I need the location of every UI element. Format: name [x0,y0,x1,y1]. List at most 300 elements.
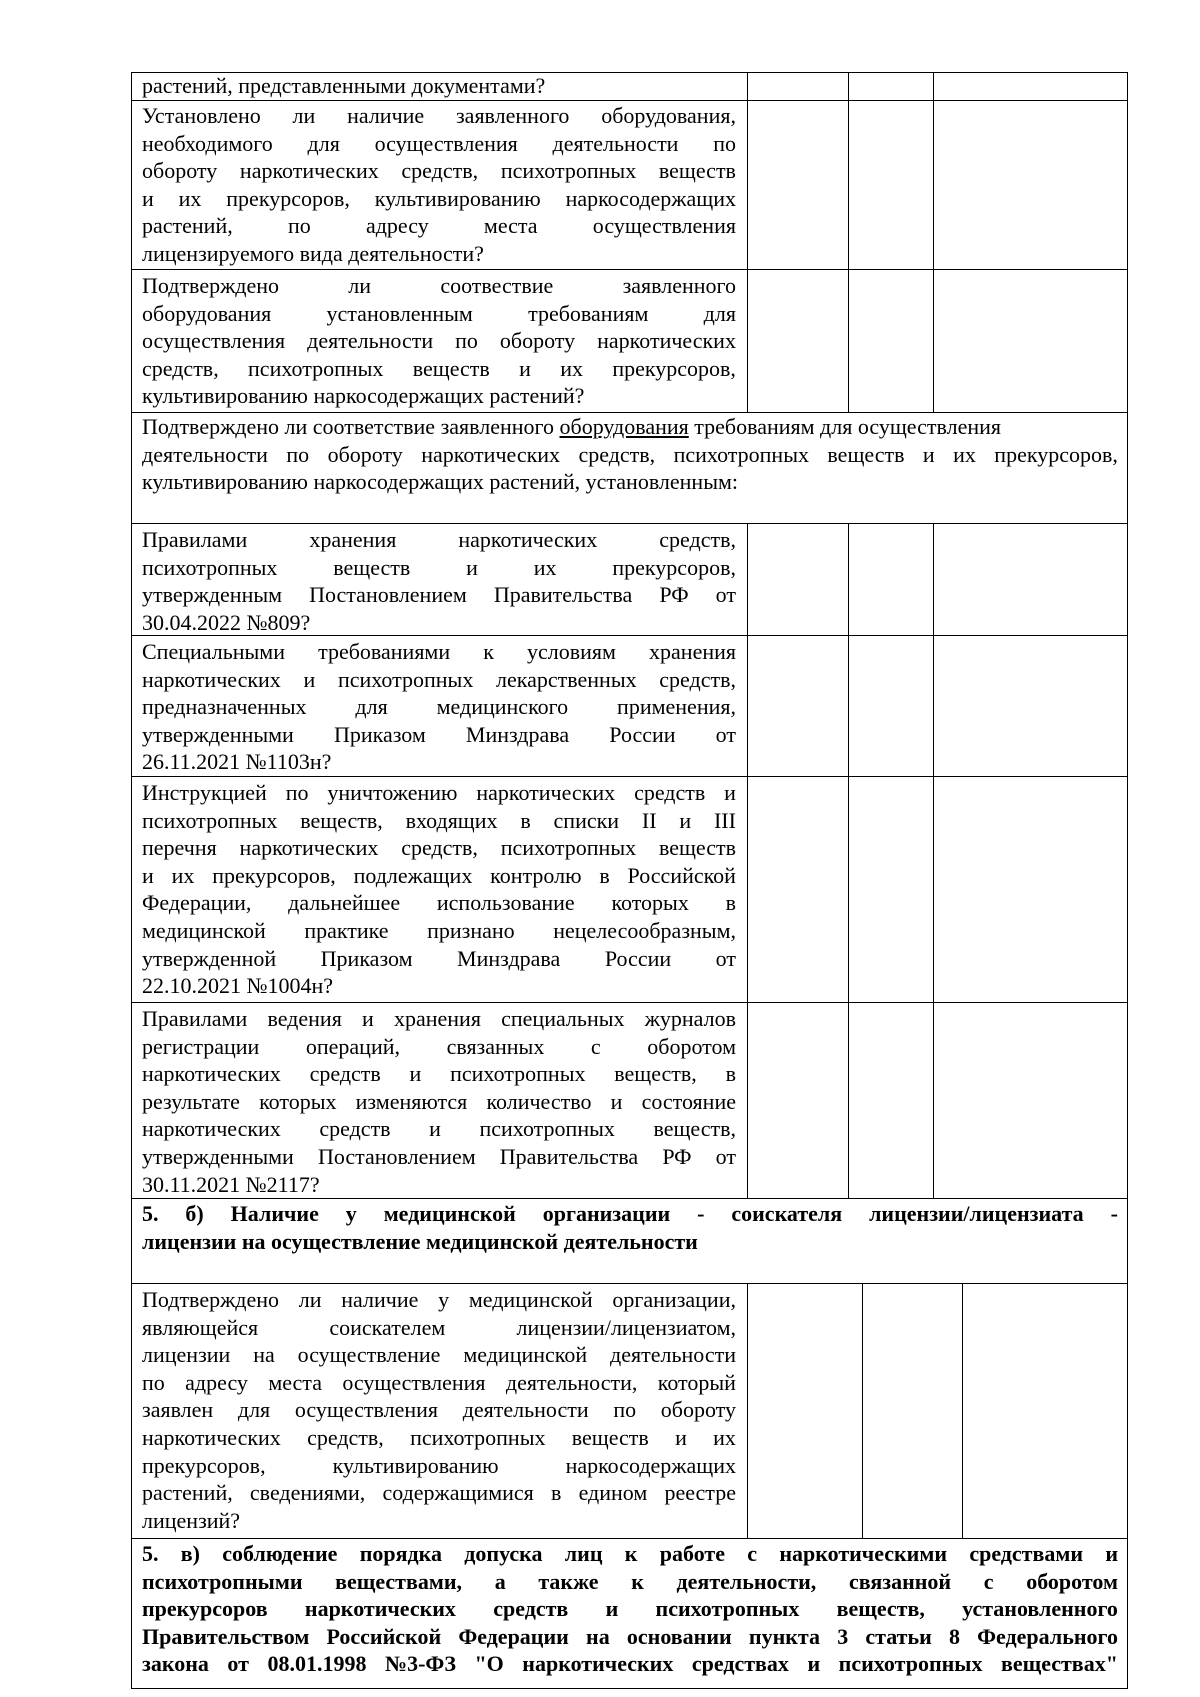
word: по [455,328,478,354]
word: и [724,780,736,805]
word: в [725,890,736,916]
word: психотропных [500,158,637,184]
word: по [142,1369,165,1395]
word: "О [474,1651,504,1677]
column-divider [933,72,934,413]
word: средств, [401,835,478,861]
word: места [483,213,538,239]
word: осуществления [294,1397,439,1423]
question-line [142,1424,736,1452]
word: порядка [359,1541,442,1566]
section-line [142,441,1118,469]
word: Инструкцией [142,780,267,805]
section-underlined-text: оборудования [559,414,689,439]
question-line [142,862,736,890]
word: журналов [644,1006,736,1031]
word: Подтверждено [142,273,280,298]
question-line [142,554,736,582]
word: от [715,945,736,971]
word: веществ [658,158,736,184]
word: наркотическими [779,1541,948,1566]
word: деятельности [462,1397,589,1423]
question-line: лицензий? [142,1507,241,1533]
word: по [613,1397,637,1423]
section-line: лицензии на осуществление медицинской деятельности [142,1228,698,1254]
word: медицинской [463,1342,588,1368]
question-line: культивированию наркосодержащих растений? [142,383,585,409]
word: Правительства [499,1143,639,1169]
word: веществах" [1000,1651,1118,1677]
word: веществ, [300,807,383,833]
word: Российской [627,862,736,888]
question-line [142,1479,736,1507]
word: прекурсоров, [612,355,736,381]
column-divider [848,72,849,413]
word: веществ, [653,1116,736,1142]
word: с [590,1033,601,1059]
word: наркотических [304,1596,456,1622]
word: в [520,807,531,833]
word: от [227,1651,249,1677]
word: - [697,1201,705,1226]
word: от [715,721,736,747]
question-line [142,355,736,383]
question-line [142,721,736,749]
word: наркосодержащих [565,185,736,211]
question-line [142,102,736,130]
word: психотропных [337,666,474,692]
word: наркотических [239,158,379,184]
word: Федерального [977,1623,1118,1649]
question-line [142,917,736,945]
word: наркотических [522,1651,674,1677]
column-divider [747,72,748,413]
word: психотропными [142,1568,303,1594]
word: средств [493,1596,569,1622]
word: установленным [326,300,473,326]
word: средств, [401,158,479,184]
word: наличие [341,1287,419,1312]
word: деятельности [307,328,434,354]
word: допуска [464,1541,543,1566]
question-cell [142,1005,736,1198]
word: для [307,130,340,156]
word: психотропных [410,1424,546,1450]
word: прекурсоров, [612,554,736,580]
word: средств, [142,355,219,381]
word: Правительства [493,582,633,608]
word: веществ [571,1424,649,1450]
question-line: 26.11.2021 №1103н? [142,749,332,775]
word: дальнейшее [288,890,401,916]
word: веществ, [614,1061,697,1087]
word: культивированию [332,1452,499,1478]
question-cell [142,779,736,1000]
word: осуществления [374,130,518,156]
word: Постановлением [309,582,467,608]
word: медицинской [383,1201,516,1226]
word: в [550,1480,562,1506]
word: результате [142,1088,240,1114]
question-line [142,1314,736,1342]
word: их [953,441,976,467]
word: средств [634,780,706,805]
word: у [345,1201,357,1226]
question-cell [142,102,736,268]
word: списки [553,807,620,833]
section-line [142,1568,1118,1596]
column-divider [747,1283,748,1539]
word: связанных [446,1033,545,1059]
word: уничтожению [327,780,458,805]
word: лиц [564,1541,603,1566]
word: Приказом [333,721,426,747]
word: оборудования [142,300,272,326]
word: наркотических [142,1061,281,1087]
column-divider [862,1283,863,1539]
table-left-border [131,72,132,1689]
word: требованиям [528,300,649,326]
row-separator [131,100,1128,101]
section-5b-heading [142,1200,1118,1255]
word: 08.01.1998 [267,1651,367,1677]
question-line: растений, представленными документами? [142,73,546,98]
word: II [641,807,657,833]
question-line [142,300,736,328]
section-text: Подтверждено ли соответствие заявленного [142,414,560,439]
word: психотропных [248,355,384,381]
question-line [142,1060,736,1088]
word: 3 [837,1623,849,1649]
word: и [675,1424,687,1450]
word: специальных [501,1006,625,1031]
row-separator [131,1538,1128,1539]
word: от [715,1143,736,1169]
word: лицензии [142,1342,231,1368]
word: №3-ФЗ [384,1651,456,1677]
word: психотропных [142,807,278,833]
word: прекурсоров, [142,1452,266,1478]
word: реестре [664,1480,736,1506]
word: психотропных [673,441,809,467]
word: наркотических [597,328,736,354]
word: медицинской [142,917,266,943]
word: основании [626,1623,732,1649]
word: Установлено [142,103,261,128]
question-line [142,1115,736,1143]
word: и [922,441,935,467]
word: их [178,185,202,211]
word: организации, [612,1287,736,1312]
word: веществ [333,554,411,580]
word: культивированию [374,185,541,211]
question-line [142,157,736,185]
word: Минздрава [465,721,570,747]
word: России [609,721,676,747]
row-separator [131,523,1128,524]
word: средств, [307,1424,384,1450]
word: наркотических [142,1424,281,1450]
word: в [725,1061,736,1087]
word: Правилами [142,527,248,552]
word: в) [180,1541,200,1566]
word: медицинской [468,1287,593,1312]
word: средств [309,1061,381,1087]
word: наличие [347,103,425,128]
word: средств, [659,527,736,552]
question-line [142,212,736,240]
word: психотропных [450,1061,586,1087]
word: обороту [660,1397,736,1423]
question-line [142,666,736,694]
word: на [586,1623,610,1649]
word: Приказом [320,945,413,971]
word: и [466,554,478,580]
word: Российской [326,1623,442,1649]
question-line [142,1369,736,1397]
word: веществ [827,441,905,467]
word: работе [659,1541,725,1566]
word: по [287,213,311,239]
word: который [657,1369,736,1395]
word: количество [486,1088,592,1114]
question-line [142,834,736,862]
question-cell [142,526,736,636]
word: для [355,694,388,720]
row-separator [131,1002,1128,1003]
word: обороту [499,328,576,354]
question-line [142,526,736,554]
table-bottom-border [131,1688,1128,1689]
word: к [631,1568,644,1594]
question-line: 22.10.2021 №1004н? [142,973,334,999]
word: и [142,862,154,888]
word: статьи [865,1623,932,1649]
section-line: культивированию наркосодержащих растений, установленным: [142,469,739,495]
question-line: 30.04.2022 №809? [142,609,311,635]
word: к [624,1541,638,1566]
word: в [599,862,610,888]
section-equipment [142,413,1118,496]
question-cell [142,1286,736,1534]
word: места [268,1369,322,1395]
word: установленного [962,1596,1118,1622]
word: Федерации, [142,890,252,916]
word: у [438,1287,450,1312]
word: условиям [527,639,616,664]
word: для [703,300,736,326]
question-line [142,272,736,300]
word: перечня [142,835,217,861]
word: признано [427,917,515,943]
question-line [142,807,736,835]
word: и [610,1088,623,1114]
word: заявленного [455,103,570,128]
word: ли [298,1287,322,1312]
word: РФ [659,582,689,608]
word: наркотических [239,835,379,861]
word: предназначенных [142,694,307,720]
word: регистрации [142,1033,260,1059]
column-divider [962,1283,963,1539]
section-line [142,1595,1118,1623]
word: адресу [185,1369,248,1395]
word: осуществления [592,213,736,239]
word: прекурсоров, [994,441,1118,467]
word: а [494,1568,506,1594]
word: и [519,355,531,381]
question-cell [142,72,736,100]
question-line [142,1033,736,1061]
question-line [142,1005,736,1033]
word: соискателем [329,1314,446,1340]
question-line [142,581,736,609]
word: по [713,130,736,156]
word: лекарственных [496,666,637,692]
word: наркотических [421,441,561,467]
word: деятельности, [505,1369,638,1395]
word: средствах [691,1651,789,1677]
word: их [171,862,195,888]
word: их [533,554,557,580]
word: осуществления [342,1369,486,1395]
question-line [142,130,736,158]
word: и [303,666,316,692]
word: операций, [305,1033,400,1059]
word: деятельности [610,1342,736,1368]
question-line [142,1286,736,1314]
word: психотропных [655,1596,800,1622]
word: ведения [267,1006,342,1031]
word: наркотических [142,1116,281,1142]
word: России [604,945,672,971]
question-line [142,1341,736,1369]
word: прекурсоров [142,1596,268,1622]
word: для [237,1397,271,1423]
word: заявлен [142,1397,214,1423]
word: которых [611,890,689,916]
column-divider [933,523,934,1199]
word: и [142,185,154,211]
word: РФ [662,1143,692,1169]
word: требованиями [318,639,451,664]
row-separator [131,1283,1128,1284]
question-line [142,1088,736,1116]
word: и [605,1596,619,1622]
word: контролю [490,862,582,888]
column-divider [848,523,849,1199]
word: организации [542,1201,671,1226]
word: с [747,1541,758,1566]
word: соблюдение [222,1541,338,1566]
word: и [362,1006,374,1031]
column-divider [747,523,748,1199]
word: средств, [659,666,736,692]
word: по [285,780,309,805]
question-line [142,945,736,973]
word: медицинского [436,694,569,720]
word: осуществления [142,328,286,354]
word: и [409,1061,422,1087]
word: Минздрава [457,945,561,971]
question-line [142,1452,736,1480]
word: б) [185,1201,204,1226]
word: Правительством [142,1623,310,1649]
word: наркотических [458,527,598,552]
word: подлежащих [353,862,473,888]
word: наркосодержащих [565,1452,736,1478]
word: изменяются [355,1088,468,1114]
word: средств [319,1116,391,1142]
section-5v-heading [142,1540,1118,1678]
word: наркотических [476,780,616,805]
word: которых [259,1088,337,1114]
word: оборудования, [601,103,736,128]
word: также [538,1568,599,1594]
word: утвержденными [142,721,294,747]
word: к [483,639,494,664]
word: средствами [969,1541,1084,1566]
row-separator [131,269,1128,270]
word: практике [304,917,389,943]
section-line [142,1623,1118,1651]
word: адресу [365,213,429,239]
word: лицензии/лицензиата [869,1201,1084,1226]
word: лицензии/лицензиатом, [516,1314,736,1340]
word: и [429,1116,441,1142]
word: и [807,1651,821,1677]
word: на [253,1342,275,1368]
question-cell [142,638,736,776]
word: едином [578,1480,648,1506]
word: пункта [748,1623,821,1649]
word: 8 [948,1623,960,1649]
word: от [715,582,736,608]
word: психотропных [142,554,278,580]
word: III [713,807,736,833]
word: психотропных [479,1116,615,1142]
word: оборотом [647,1033,736,1059]
word: сведениями, [249,1480,366,1506]
word: заявленного [622,273,736,298]
word: по [286,441,310,467]
word: 5. [142,1541,159,1566]
word: применения, [617,694,736,720]
word: Подтверждено [142,1287,280,1312]
word: соискателя [731,1201,843,1226]
word: Федерации [458,1623,569,1649]
table-right-border [1127,72,1128,1689]
question-line: лицензируемого вида деятельности? [142,240,484,266]
word: оборотом [1026,1568,1118,1594]
word: деятельности [142,441,268,467]
word: с [983,1568,994,1594]
section-line [142,1650,1118,1678]
word: веществ [412,355,490,381]
word: растений, [142,213,233,239]
word: деятельности [552,130,679,156]
word: утвержденным [142,582,283,608]
word: средств, [578,441,656,467]
section-line [142,1200,1118,1228]
word: прекурсоров, [212,862,336,888]
question-line [142,693,736,721]
question-line [142,889,736,917]
word: являющейся [142,1314,259,1340]
word: психотропных [500,835,637,861]
question-line [142,1396,736,1424]
word: их [713,1424,736,1450]
